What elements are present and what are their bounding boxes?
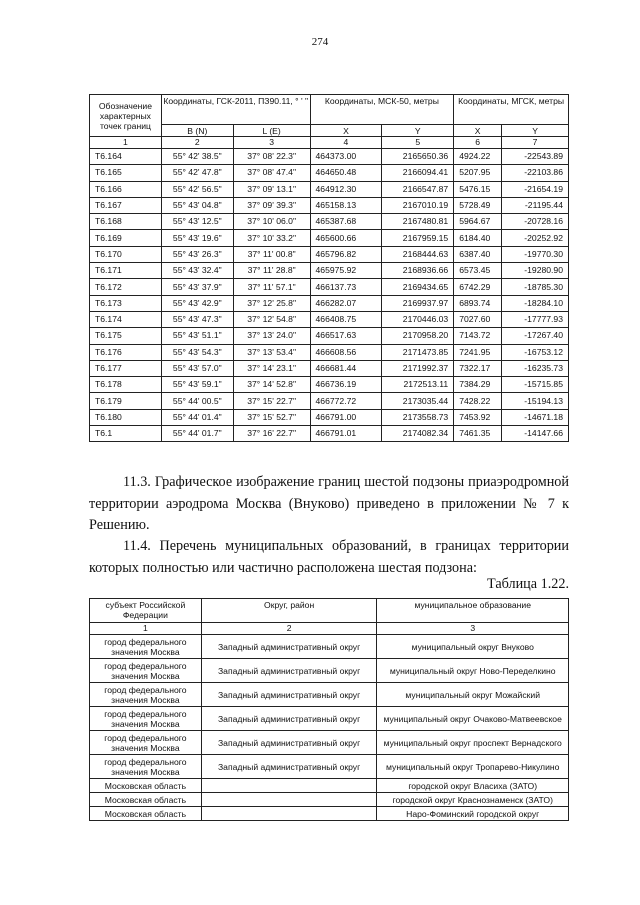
msk-y-cell: 2167010.19 <box>382 197 454 213</box>
column-number: 1 <box>90 623 202 635</box>
msk-y-cell: 2172513.11 <box>382 377 454 393</box>
mgsk-x-cell: 6573.45 <box>454 263 502 279</box>
msk-y-cell: 2166094.41 <box>382 165 454 181</box>
header-mgsk-x: X <box>454 125 502 137</box>
latitude-cell: 55° 42' 56.5" <box>161 181 233 197</box>
column-number: 1 <box>90 137 162 149</box>
msk-x-cell: 466736.19 <box>310 377 382 393</box>
mgsk-y-cell: -14147.66 <box>502 426 569 442</box>
msk-y-cell: 2169937.97 <box>382 295 454 311</box>
mgsk-x-cell: 6742.29 <box>454 279 502 295</box>
header-municipality: муниципальное образование <box>377 599 569 623</box>
point-name: Т6.172 <box>90 279 162 295</box>
point-name: Т6.178 <box>90 377 162 393</box>
longitude-cell: 37° 10' 33.2" <box>233 230 310 246</box>
subject-cell: Московская область <box>90 793 202 807</box>
point-name: Т6.176 <box>90 344 162 360</box>
latitude-cell: 55° 42' 38.5" <box>161 149 233 165</box>
table-row <box>90 659 569 683</box>
latitude-cell: 55° 43' 12.5" <box>161 214 233 230</box>
point-name: Т6.171 <box>90 263 162 279</box>
longitude-cell: 37° 15' 52.7" <box>233 409 310 425</box>
municipality-cell: муниципальный округ Внуково <box>377 635 569 659</box>
table-row <box>90 377 569 393</box>
mgsk-x-cell: 4924.22 <box>454 149 502 165</box>
header-gsk-coordinates: Координаты, ГСК-2011, ПЗ90.11, ° ' " <box>161 95 310 125</box>
table-row <box>90 295 569 311</box>
column-number: 5 <box>382 137 454 149</box>
point-name: Т6.179 <box>90 393 162 409</box>
latitude-cell: 55° 43' 26.3" <box>161 246 233 262</box>
table-row <box>90 807 569 821</box>
mgsk-y-cell: -22103.86 <box>502 165 569 181</box>
header-b: B (N) <box>161 125 233 137</box>
msk-x-cell: 465600.66 <box>310 230 382 246</box>
latitude-cell: 55° 43' 51.1" <box>161 328 233 344</box>
msk-y-cell: 2165650.36 <box>382 149 454 165</box>
latitude-cell: 55° 43' 42.9" <box>161 295 233 311</box>
msk-y-cell: 2171473.85 <box>382 344 454 360</box>
msk-y-cell: 2166547.87 <box>382 181 454 197</box>
mgsk-y-cell: -19280.90 <box>502 263 569 279</box>
municipality-cell: муниципальный округ проспект Вернадского <box>377 731 569 755</box>
latitude-cell: 55° 44' 01.4" <box>161 409 233 425</box>
mgsk-x-cell: 7241.95 <box>454 344 502 360</box>
longitude-cell: 37° 12' 25.8" <box>233 295 310 311</box>
municipality-cell: городской округ Краснознаменск (ЗАТО) <box>377 793 569 807</box>
longitude-cell: 37° 09' 39.3" <box>233 197 310 213</box>
msk-y-cell: 2168936.66 <box>382 263 454 279</box>
latitude-cell: 55° 42' 47.8" <box>161 165 233 181</box>
table-row <box>90 230 569 246</box>
mgsk-x-cell: 7384.29 <box>454 377 502 393</box>
table-row <box>90 360 569 376</box>
header-msk-x: X <box>310 125 382 137</box>
district-cell: Западный административный округ <box>201 659 377 683</box>
table-row <box>90 779 569 793</box>
longitude-cell: 37° 13' 24.0" <box>233 328 310 344</box>
district-cell: Западный административный округ <box>201 707 377 731</box>
table-row <box>90 279 569 295</box>
mgsk-x-cell: 5964.67 <box>454 214 502 230</box>
table-caption: Таблица 1.22. <box>487 576 569 592</box>
msk-x-cell: 465796.82 <box>310 246 382 262</box>
district-cell: Западный административный округ <box>201 683 377 707</box>
table-row <box>90 731 569 755</box>
point-name: Т6.164 <box>90 149 162 165</box>
latitude-cell: 55° 44' 01.7" <box>161 426 233 442</box>
mgsk-y-cell: -19770.30 <box>502 246 569 262</box>
longitude-cell: 37° 11' 00.8" <box>233 246 310 262</box>
longitude-cell: 37° 11' 28.8" <box>233 263 310 279</box>
latitude-cell: 55° 43' 32.4" <box>161 263 233 279</box>
msk-y-cell: 2169434.65 <box>382 279 454 295</box>
table-row <box>90 707 569 731</box>
column-number: 2 <box>201 623 377 635</box>
msk-y-cell: 2170446.03 <box>382 311 454 327</box>
table-row <box>90 793 569 807</box>
mgsk-x-cell: 7322.17 <box>454 360 502 376</box>
msk-y-cell: 2173558.73 <box>382 409 454 425</box>
point-name: Т6.168 <box>90 214 162 230</box>
mgsk-x-cell: 7461.35 <box>454 426 502 442</box>
point-name: Т6.166 <box>90 181 162 197</box>
table-row <box>90 328 569 344</box>
point-name: Т6.169 <box>90 230 162 246</box>
paragraph-municipalities-list: 11.4. Перечень муниципальных образований, в границах территории которых полностью или частично расположена шестая подзона: <box>89 538 569 576</box>
column-number: 3 <box>233 137 310 149</box>
msk-y-cell: 2174082.34 <box>382 426 454 442</box>
msk-x-cell: 466408.75 <box>310 311 382 327</box>
subject-cell: Московская область <box>90 779 202 793</box>
mgsk-y-cell: -15194.13 <box>502 393 569 409</box>
header-point-designation: Обозначение характерных точек границ <box>90 95 162 137</box>
msk-x-cell: 466608.56 <box>310 344 382 360</box>
msk-x-cell: 466791.00 <box>310 409 382 425</box>
column-number: 3 <box>377 623 569 635</box>
table-row <box>90 165 569 181</box>
column-number: 6 <box>454 137 502 149</box>
msk-x-cell: 465158.13 <box>310 197 382 213</box>
msk-x-cell: 466772.72 <box>310 393 382 409</box>
district-cell <box>201 807 377 821</box>
msk-y-cell: 2171992.37 <box>382 360 454 376</box>
header-msk-coordinates: Координаты, МСК-50, метры <box>310 95 454 125</box>
mgsk-x-cell: 6893.74 <box>454 295 502 311</box>
longitude-cell: 37° 14' 23.1" <box>233 360 310 376</box>
coordinates-table <box>89 94 569 442</box>
page-number: 274 <box>311 36 329 48</box>
point-name: Т6.1 <box>90 426 162 442</box>
subject-cell: город федерального значения Москва <box>90 659 202 683</box>
latitude-cell: 55° 43' 54.3" <box>161 344 233 360</box>
table-row <box>90 246 569 262</box>
latitude-cell: 55° 43' 47.3" <box>161 311 233 327</box>
table-row <box>90 755 569 779</box>
mgsk-x-cell: 7428.22 <box>454 393 502 409</box>
mgsk-y-cell: -17267.40 <box>502 328 569 344</box>
mgsk-x-cell: 5476.15 <box>454 181 502 197</box>
table-row <box>90 181 569 197</box>
point-name: Т6.177 <box>90 360 162 376</box>
mgsk-x-cell: 5728.49 <box>454 197 502 213</box>
mgsk-y-cell: -15715.85 <box>502 377 569 393</box>
point-name: Т6.167 <box>90 197 162 213</box>
msk-y-cell: 2167480.81 <box>382 214 454 230</box>
msk-x-cell: 466681.44 <box>310 360 382 376</box>
table-row <box>90 214 569 230</box>
municipality-cell: муниципальный округ Тропарево-Никулино <box>377 755 569 779</box>
latitude-cell: 55° 43' 59.1" <box>161 377 233 393</box>
latitude-cell: 55° 43' 37.9" <box>161 279 233 295</box>
msk-y-cell: 2173035.44 <box>382 393 454 409</box>
mgsk-y-cell: -20728.16 <box>502 214 569 230</box>
latitude-cell: 55° 43' 19.6" <box>161 230 233 246</box>
msk-x-cell: 464373.00 <box>310 149 382 165</box>
municipality-cell: муниципальный округ Ново-Переделкино <box>377 659 569 683</box>
header-mgsk-y: Y <box>502 125 569 137</box>
municipality-cell: муниципальный округ Можайский <box>377 683 569 707</box>
mgsk-y-cell: -21654.19 <box>502 181 569 197</box>
subject-cell: город федерального значения Москва <box>90 755 202 779</box>
mgsk-y-cell: -22543.89 <box>502 149 569 165</box>
table-row <box>90 409 569 425</box>
table-row <box>90 344 569 360</box>
msk-x-cell: 465975.92 <box>310 263 382 279</box>
mgsk-y-cell: -16235.73 <box>502 360 569 376</box>
mgsk-x-cell: 7143.72 <box>454 328 502 344</box>
header-l: L (E) <box>233 125 310 137</box>
column-number: 7 <box>502 137 569 149</box>
table-row <box>90 393 569 409</box>
district-cell: Западный административный округ <box>201 755 377 779</box>
msk-x-cell: 464650.48 <box>310 165 382 181</box>
mgsk-x-cell: 7453.92 <box>454 409 502 425</box>
mgsk-x-cell: 6387.40 <box>454 246 502 262</box>
column-number: 2 <box>161 137 233 149</box>
longitude-cell: 37° 14' 52.8" <box>233 377 310 393</box>
longitude-cell: 37° 16' 22.7" <box>233 426 310 442</box>
subject-cell: город федерального значения Москва <box>90 707 202 731</box>
point-name: Т6.175 <box>90 328 162 344</box>
msk-x-cell: 466137.73 <box>310 279 382 295</box>
msk-x-cell: 466517.63 <box>310 328 382 344</box>
district-cell: Западный административный округ <box>201 635 377 659</box>
municipality-cell: городской округ Власиха (ЗАТО) <box>377 779 569 793</box>
longitude-cell: 37° 08' 47.4" <box>233 165 310 181</box>
municipalities-table <box>89 598 569 821</box>
municipality-cell: муниципальный округ Очаково-Матвеевское <box>377 707 569 731</box>
table-row <box>90 311 569 327</box>
table-row <box>90 263 569 279</box>
table-row <box>90 683 569 707</box>
header-mgsk-coordinates: Координаты, МГСК, метры <box>454 95 569 125</box>
subject-cell: город федерального значения Москва <box>90 731 202 755</box>
point-name: Т6.180 <box>90 409 162 425</box>
header-subject: субъект Российской Федерации <box>90 599 202 623</box>
header-msk-y: Y <box>382 125 454 137</box>
longitude-cell: 37° 13' 53.4" <box>233 344 310 360</box>
latitude-cell: 55° 44' 00.5" <box>161 393 233 409</box>
municipality-cell: Наро-Фоминский городской округ <box>377 807 569 821</box>
table-row <box>90 635 569 659</box>
table-row <box>90 149 569 165</box>
msk-y-cell: 2170958.20 <box>382 328 454 344</box>
table-row <box>90 426 569 442</box>
column-number: 4 <box>310 137 382 149</box>
point-name: Т6.173 <box>90 295 162 311</box>
msk-y-cell: 2167959.15 <box>382 230 454 246</box>
point-name: Т6.165 <box>90 165 162 181</box>
point-name: Т6.174 <box>90 311 162 327</box>
mgsk-y-cell: -16753.12 <box>502 344 569 360</box>
mgsk-y-cell: -14671.18 <box>502 409 569 425</box>
header-district: Округ, район <box>201 599 377 623</box>
mgsk-y-cell: -18284.10 <box>502 295 569 311</box>
msk-x-cell: 464912.30 <box>310 181 382 197</box>
mgsk-x-cell: 6184.40 <box>454 230 502 246</box>
point-name: Т6.170 <box>90 246 162 262</box>
mgsk-x-cell: 5207.95 <box>454 165 502 181</box>
longitude-cell: 37° 08' 22.3" <box>233 149 310 165</box>
mgsk-x-cell: 7027.60 <box>454 311 502 327</box>
district-cell: Западный административный округ <box>201 731 377 755</box>
mgsk-y-cell: -20252.92 <box>502 230 569 246</box>
msk-x-cell: 466791.01 <box>310 426 382 442</box>
longitude-cell: 37° 10' 06.0" <box>233 214 310 230</box>
mgsk-y-cell: -21195.44 <box>502 197 569 213</box>
mgsk-y-cell: -18785.30 <box>502 279 569 295</box>
longitude-cell: 37° 11' 57.1" <box>233 279 310 295</box>
msk-x-cell: 466282.07 <box>310 295 382 311</box>
subject-cell: Московская область <box>90 807 202 821</box>
latitude-cell: 55° 43' 57.0" <box>161 360 233 376</box>
district-cell <box>201 779 377 793</box>
subject-cell: город федерального значения Москва <box>90 683 202 707</box>
paragraph-graphic-image: 11.3. Графическое изображение границ шестой подзоны приаэродромной территории аэродрома Москва (Внуково) приведено в приложении № 7 к Решению. <box>89 474 569 533</box>
mgsk-y-cell: -17777.93 <box>502 311 569 327</box>
longitude-cell: 37° 15' 22.7" <box>233 393 310 409</box>
table-row <box>90 197 569 213</box>
district-cell <box>201 793 377 807</box>
longitude-cell: 37° 09' 13.1" <box>233 181 310 197</box>
msk-y-cell: 2168444.63 <box>382 246 454 262</box>
subject-cell: город федерального значения Москва <box>90 635 202 659</box>
latitude-cell: 55° 43' 04.8" <box>161 197 233 213</box>
msk-x-cell: 465387.68 <box>310 214 382 230</box>
longitude-cell: 37° 12' 54.8" <box>233 311 310 327</box>
